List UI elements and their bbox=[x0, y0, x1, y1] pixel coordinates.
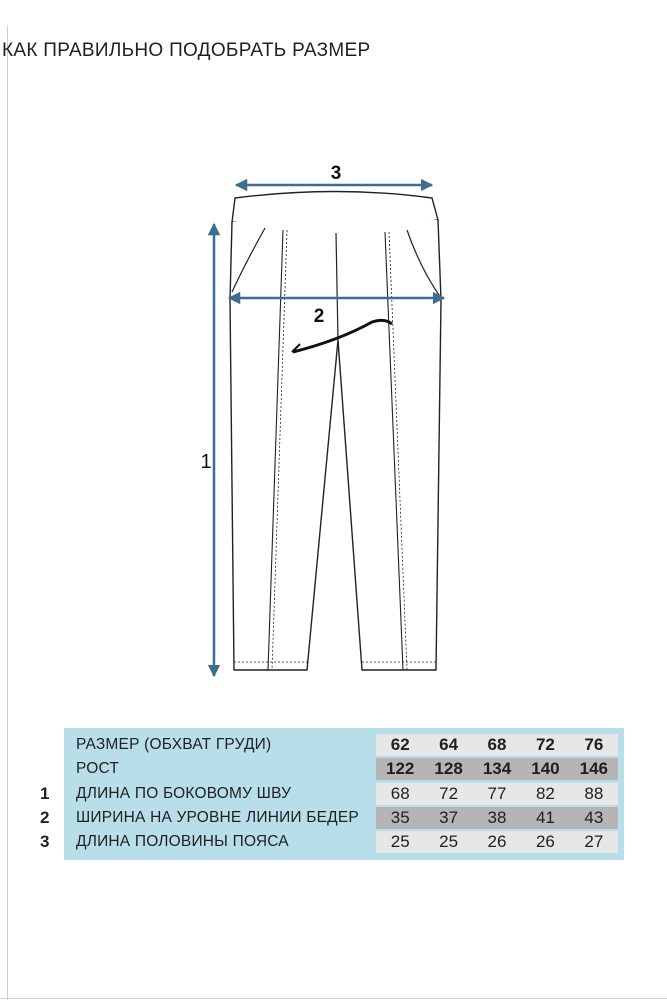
table-row bbox=[64, 831, 624, 853]
table-row bbox=[64, 807, 624, 829]
row-values bbox=[376, 758, 618, 780]
row-label: РОСТ bbox=[76, 760, 120, 777]
pants-outline bbox=[230, 220, 441, 670]
table-cell: 26 bbox=[535, 832, 555, 851]
page-frame-bottom bbox=[0, 998, 667, 999]
table-row bbox=[64, 734, 624, 756]
table-cell: 25 bbox=[439, 832, 459, 851]
table-cell: 68 bbox=[390, 784, 410, 803]
table-cell: 146 bbox=[579, 759, 609, 778]
page-title: КАК ПРАВИЛЬНО ПОДОБРАТЬ РАЗМЕР bbox=[2, 40, 371, 61]
table-cell: 25 bbox=[390, 832, 410, 851]
label-1: 1 bbox=[200, 451, 212, 473]
table-cell: 27 bbox=[584, 832, 604, 851]
row-number: 2 bbox=[40, 808, 50, 827]
row-values bbox=[376, 807, 618, 829]
table-cell: 140 bbox=[531, 759, 560, 778]
table-cell: 82 bbox=[535, 784, 555, 803]
row-label: ДЛИНА ПО БОКОВОМУ ШВУ bbox=[76, 785, 292, 802]
table-cell: 88 bbox=[584, 784, 604, 803]
table-cell: 26 bbox=[487, 832, 507, 851]
table-cell: 77 bbox=[487, 784, 507, 803]
table-cell: 41 bbox=[535, 808, 555, 827]
table-cell: 76 bbox=[584, 735, 604, 754]
table-cell: 35 bbox=[390, 808, 410, 827]
row-label: РАЗМЕР (ОБХВАТ ГРУДИ) bbox=[76, 736, 272, 753]
table-cell: 64 bbox=[439, 735, 459, 754]
row-values bbox=[376, 734, 618, 756]
row-values bbox=[376, 783, 618, 805]
table-cell: 72 bbox=[439, 784, 459, 803]
table-cell: 62 bbox=[390, 735, 410, 754]
table-cell: 72 bbox=[535, 735, 555, 754]
table-cell: 134 bbox=[482, 759, 512, 778]
row-label: ШИРИНА НА УРОВНЕ ЛИНИИ БЕДЕР bbox=[76, 809, 359, 826]
row-number: 1 bbox=[40, 784, 50, 803]
size-table bbox=[64, 728, 624, 860]
row-label: ДЛИНА ПОЛОВИНЫ ПОЯСА bbox=[76, 833, 289, 850]
label-3: 3 bbox=[330, 163, 342, 184]
table-cell: 68 bbox=[487, 735, 507, 754]
table-cell: 122 bbox=[386, 759, 415, 778]
table-cell: 37 bbox=[439, 808, 459, 827]
table-cell: 38 bbox=[487, 808, 507, 827]
table-row bbox=[64, 758, 624, 780]
row-values bbox=[376, 831, 618, 853]
table-cell: 43 bbox=[584, 808, 604, 827]
row-number: 3 bbox=[40, 832, 50, 851]
table-cell: 128 bbox=[434, 759, 463, 778]
table-row bbox=[64, 783, 624, 805]
label-2: 2 bbox=[313, 306, 325, 327]
